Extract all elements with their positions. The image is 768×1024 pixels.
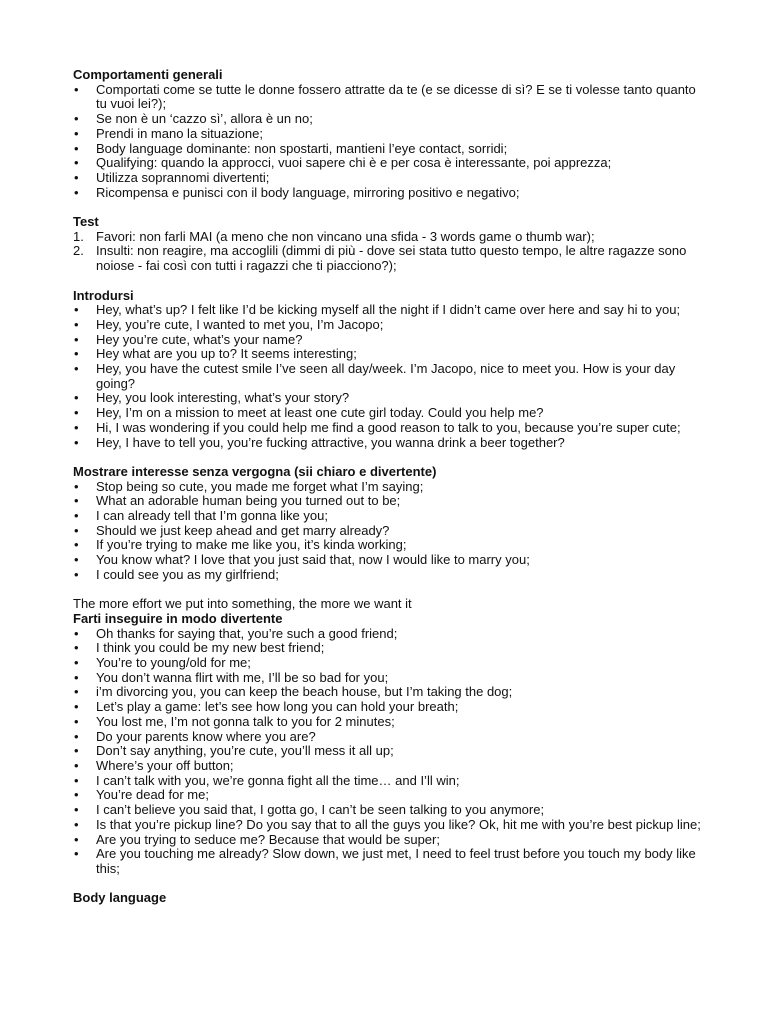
list-item-text: Body language dominante: non spostarti, mantieni l’eye contact, sorridi; [96,140,508,156]
bullet-mark: • [74,625,79,641]
list-item [73,700,703,715]
bullet-mark: • [74,537,79,553]
list-item [73,553,703,568]
bullet-list [73,627,703,877]
list-item-text: Se non è un ‘cazzo sì’, allora è un no; [96,111,313,127]
bullet-mark: • [74,757,79,773]
bullet-mark: • [74,302,79,318]
list-item [73,524,703,539]
bullet-mark: • [74,419,79,435]
list-item [73,715,703,730]
list-item-text: Hey, what’s up? I felt like I’d be kicking myself all the night if I didn’t came over here and say hi to you; [96,302,681,318]
bullet-list [73,480,703,583]
bullet-mark: • [74,140,79,156]
bullet-mark: • [74,184,79,200]
list-item [73,171,703,186]
list-item [73,127,703,142]
list-item [73,744,703,759]
bullet-mark: • [74,699,79,715]
list-item [73,186,703,201]
list-item-text: Are you touching me already? Slow down, we just met, I need to feel trust before you touch my body like this; [96,846,696,876]
list-item-text: Let’s play a game: let’s see how long you can hold your breath; [96,699,459,715]
bullet-mark: • [74,816,79,832]
list-item-text: Qualifying: quando la approcci, vuoi sapere chi è e per cosa è interessante, poi apprezza; [96,155,612,171]
bullet-mark: • [74,655,79,671]
list-item [73,833,703,848]
list-item [73,774,703,789]
list-item [73,818,703,833]
list-item [73,494,703,509]
list-item [73,391,703,406]
bullet-mark: • [74,155,79,171]
section-heading: Mostrare interesse senza vergogna (sii chiaro e divertente) [73,463,437,479]
lead-sentence: The more effort we put into something, the more we want it [73,596,412,612]
spacer [73,450,703,465]
list-item-text: You’re dead for me; [96,787,209,803]
list-item-text: Comportati come se tutte le donne fossero attratte da te (e se dicesse di sì? E se ti volesse tanto quanto tu vuoi lei?); [96,81,696,112]
list-item-text: Don’t say anything, you’re cute, you’ll mess it all up; [96,743,394,759]
bullet-mark: • [74,831,79,847]
list-item [73,568,703,583]
bullet-mark: • [74,772,79,788]
list-item-text: I can’t talk with you, we’re gonna fight all the time… and I’ll win; [96,772,460,788]
list-item-text: Are you trying to seduce me? Because that would be super; [96,831,440,847]
bullet-mark: • [74,81,79,97]
bullet-mark: • [74,728,79,744]
bullet-mark: • [74,125,79,141]
list-item-text: I can’t believe you said that, I gotta go, I can’t be seen talking to you anymore; [96,802,545,818]
section-introdursi [73,289,703,451]
list-item [73,538,703,553]
bullet-mark: • [74,405,79,421]
list-item [73,83,703,112]
list-item [73,318,703,333]
list-item [73,347,703,362]
section-comportamenti-generali [73,68,703,200]
bullet-mark: • [74,684,79,700]
section-body-language [73,891,703,906]
list-item [73,421,703,436]
list-item-text: Oh thanks for saying that, you’re such a good friend; [96,625,398,641]
list-item-text: Should we just keep ahead and get marry already? [96,522,390,538]
section-farti-inseguire [73,597,703,876]
list-item [73,156,703,171]
list-item [73,112,703,127]
document-page [73,68,703,906]
section-heading: Body language [73,890,167,906]
bullet-mark: • [74,169,79,185]
list-item-text: Utilizza soprannomi divertenti; [96,169,270,185]
bullet-mark: • [74,522,79,538]
list-item [73,230,703,245]
list-item-text: Do your parents know where you are? [96,728,316,744]
list-item-text: I think you could be my new best friend; [96,640,325,656]
list-item [73,406,703,421]
list-item [73,509,703,524]
bullet-mark: • [74,346,79,362]
list-item-text: Stop being so cute, you made me forget what I’m saying; [96,478,424,494]
bullet-mark: • [74,111,79,127]
list-item [73,142,703,157]
list-item [73,627,703,642]
bullet-mark: • [74,390,79,406]
section-mostrare-interesse [73,465,703,583]
list-item [73,847,703,876]
bullet-mark: • [74,552,79,568]
list-item-text: Ricompensa e punisci con il body language, mirroring positivo e negativo; [96,184,520,200]
list-item [73,730,703,745]
list-item-text: Hey, I have to tell you, you’re fucking attractive, you wanna drink a beer together? [96,434,565,450]
bullet-mark: • [74,331,79,347]
bullet-list [73,303,703,450]
bullet-mark: • [74,493,79,509]
spacer [73,583,703,598]
number-mark: 1. [73,228,84,244]
spacer [73,877,703,892]
list-item [73,436,703,451]
section-heading: Comportamenti generali [73,67,223,82]
list-item [73,685,703,700]
spacer [73,274,703,289]
list-item-text: You’re to young/old for me; [96,655,251,671]
list-item-text: Hey, you’re cute, I wanted to met you, I’m Jacopo; [96,316,384,332]
bullet-mark: • [74,640,79,656]
list-item [73,788,703,803]
list-item [73,480,703,495]
section-heading: Test [73,214,99,230]
bullet-mark: • [74,434,79,450]
list-item-text: You don’t wanna flirt with me, I’ll be so bad for you; [96,669,389,685]
list-item [73,303,703,318]
list-item [73,656,703,671]
list-item [73,641,703,656]
list-item-text: I can already tell that I’m gonna like you; [96,508,328,524]
list-item-text: Hey, you look interesting, what’s your story? [96,390,350,406]
list-item-text: Hey what are you up to? It seems interesting; [96,346,357,362]
list-item-text: i’m divorcing you, you can keep the beach house, but I’m taking the dog; [96,684,513,700]
bullet-mark: • [74,846,79,862]
list-item-text: Is that you’re pickup line? Do you say that to all the guys you like? Ok, hit me with you’re best pickup line; [96,816,701,832]
list-item-text: You lost me, I’m not gonna talk to you for 2 minutes; [96,713,395,729]
bullet-mark: • [74,566,79,582]
bullet-mark: • [74,669,79,685]
spacer [73,200,703,215]
bullet-mark: • [74,478,79,494]
section-test [73,215,703,274]
list-item-text: What an adorable human being you turned out to be; [96,493,401,509]
list-item [73,333,703,348]
bullet-mark: • [74,802,79,818]
number-mark: 2. [73,243,84,259]
list-item-text: If you’re trying to make me like you, it’s kinda working; [96,537,407,553]
bullet-mark: • [74,316,79,332]
list-item [73,671,703,686]
list-item-text: Insulti: non reagire, ma accoglili (dimmi di più - dove sei stata tutto questo tempo, le altre ragazze sono noiose - fai così con tutti i ragazzi che ti piacciono?); [96,243,687,274]
list-item-text: Hey, you have the cutest smile I’ve seen all day/week. I’m Jacopo, nice to meet you. How is your day going? [96,361,676,391]
numbered-list [73,230,703,274]
list-item-text: I could see you as my girlfriend; [96,566,279,582]
bullet-mark: • [74,743,79,759]
bullet-mark: • [74,508,79,524]
list-item-text: Hi, I was wondering if you could help me find a good reason to talk to you, because you’re super cute; [96,419,681,435]
bullet-list [73,83,703,201]
section-heading: Farti inseguire in modo divertente [73,610,283,626]
list-item-text: Where’s your off button; [96,757,234,773]
list-item [73,803,703,818]
bullet-mark: • [74,713,79,729]
list-item-text: Hey, I’m on a mission to meet at least one cute girl today. Could you help me? [96,405,544,421]
list-item-text: Prendi in mano la situazione; [96,125,263,141]
bullet-mark: • [74,787,79,803]
list-item [73,759,703,774]
list-item-text: You know what? I love that you just said that, now I would like to marry you; [96,552,530,568]
section-heading: Introdursi [73,287,134,303]
list-item [73,362,703,391]
bullet-mark: • [74,361,79,377]
list-item [73,244,703,273]
list-item-text: Favori: non farli MAI (a meno che non vincano una sfida - 3 words game o thumb war); [96,228,595,244]
list-item-text: Hey you’re cute, what’s your name? [96,331,303,347]
